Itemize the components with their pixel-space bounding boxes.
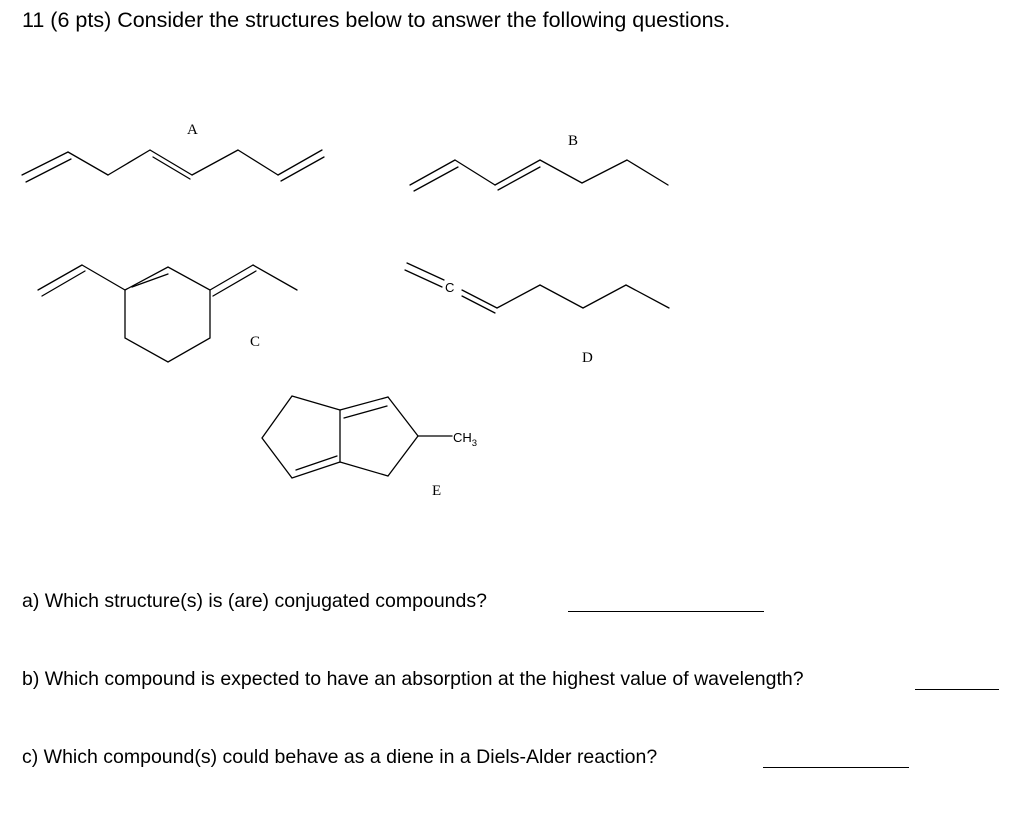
structure-d — [405, 263, 669, 366]
structure-e-label: E — [432, 483, 442, 499]
question-a-answer-blank[interactable] — [568, 611, 764, 612]
structure-e-methyl: $CH_3$ — [453, 430, 478, 449]
structure-d-central-carbon: C — [445, 280, 455, 295]
structure-d-label: D — [582, 350, 593, 366]
question-c-answer-blank[interactable] — [763, 767, 909, 768]
question-b-answer-blank[interactable] — [915, 689, 999, 690]
question-c-text: c) Which compound(s) could behave as a diene in a Diels-Alder reaction? — [22, 746, 658, 768]
question-a-text: a) Which structure(s) is (are) conjugated compounds? — [22, 590, 487, 612]
structure-e — [262, 396, 477, 499]
structure-b-label: B — [568, 133, 579, 149]
structure-c — [38, 265, 297, 362]
question-b-text: b) Which compound is expected to have an absorption at the highest value of wavelength? — [22, 668, 804, 690]
structure-c-label: C — [250, 334, 261, 350]
structure-b — [410, 133, 668, 191]
structure-a — [22, 122, 324, 182]
question-header: 11 (6 pts) Consider the structures below to answer the following questions. — [22, 8, 731, 32]
structure-a-label: A — [187, 122, 198, 138]
